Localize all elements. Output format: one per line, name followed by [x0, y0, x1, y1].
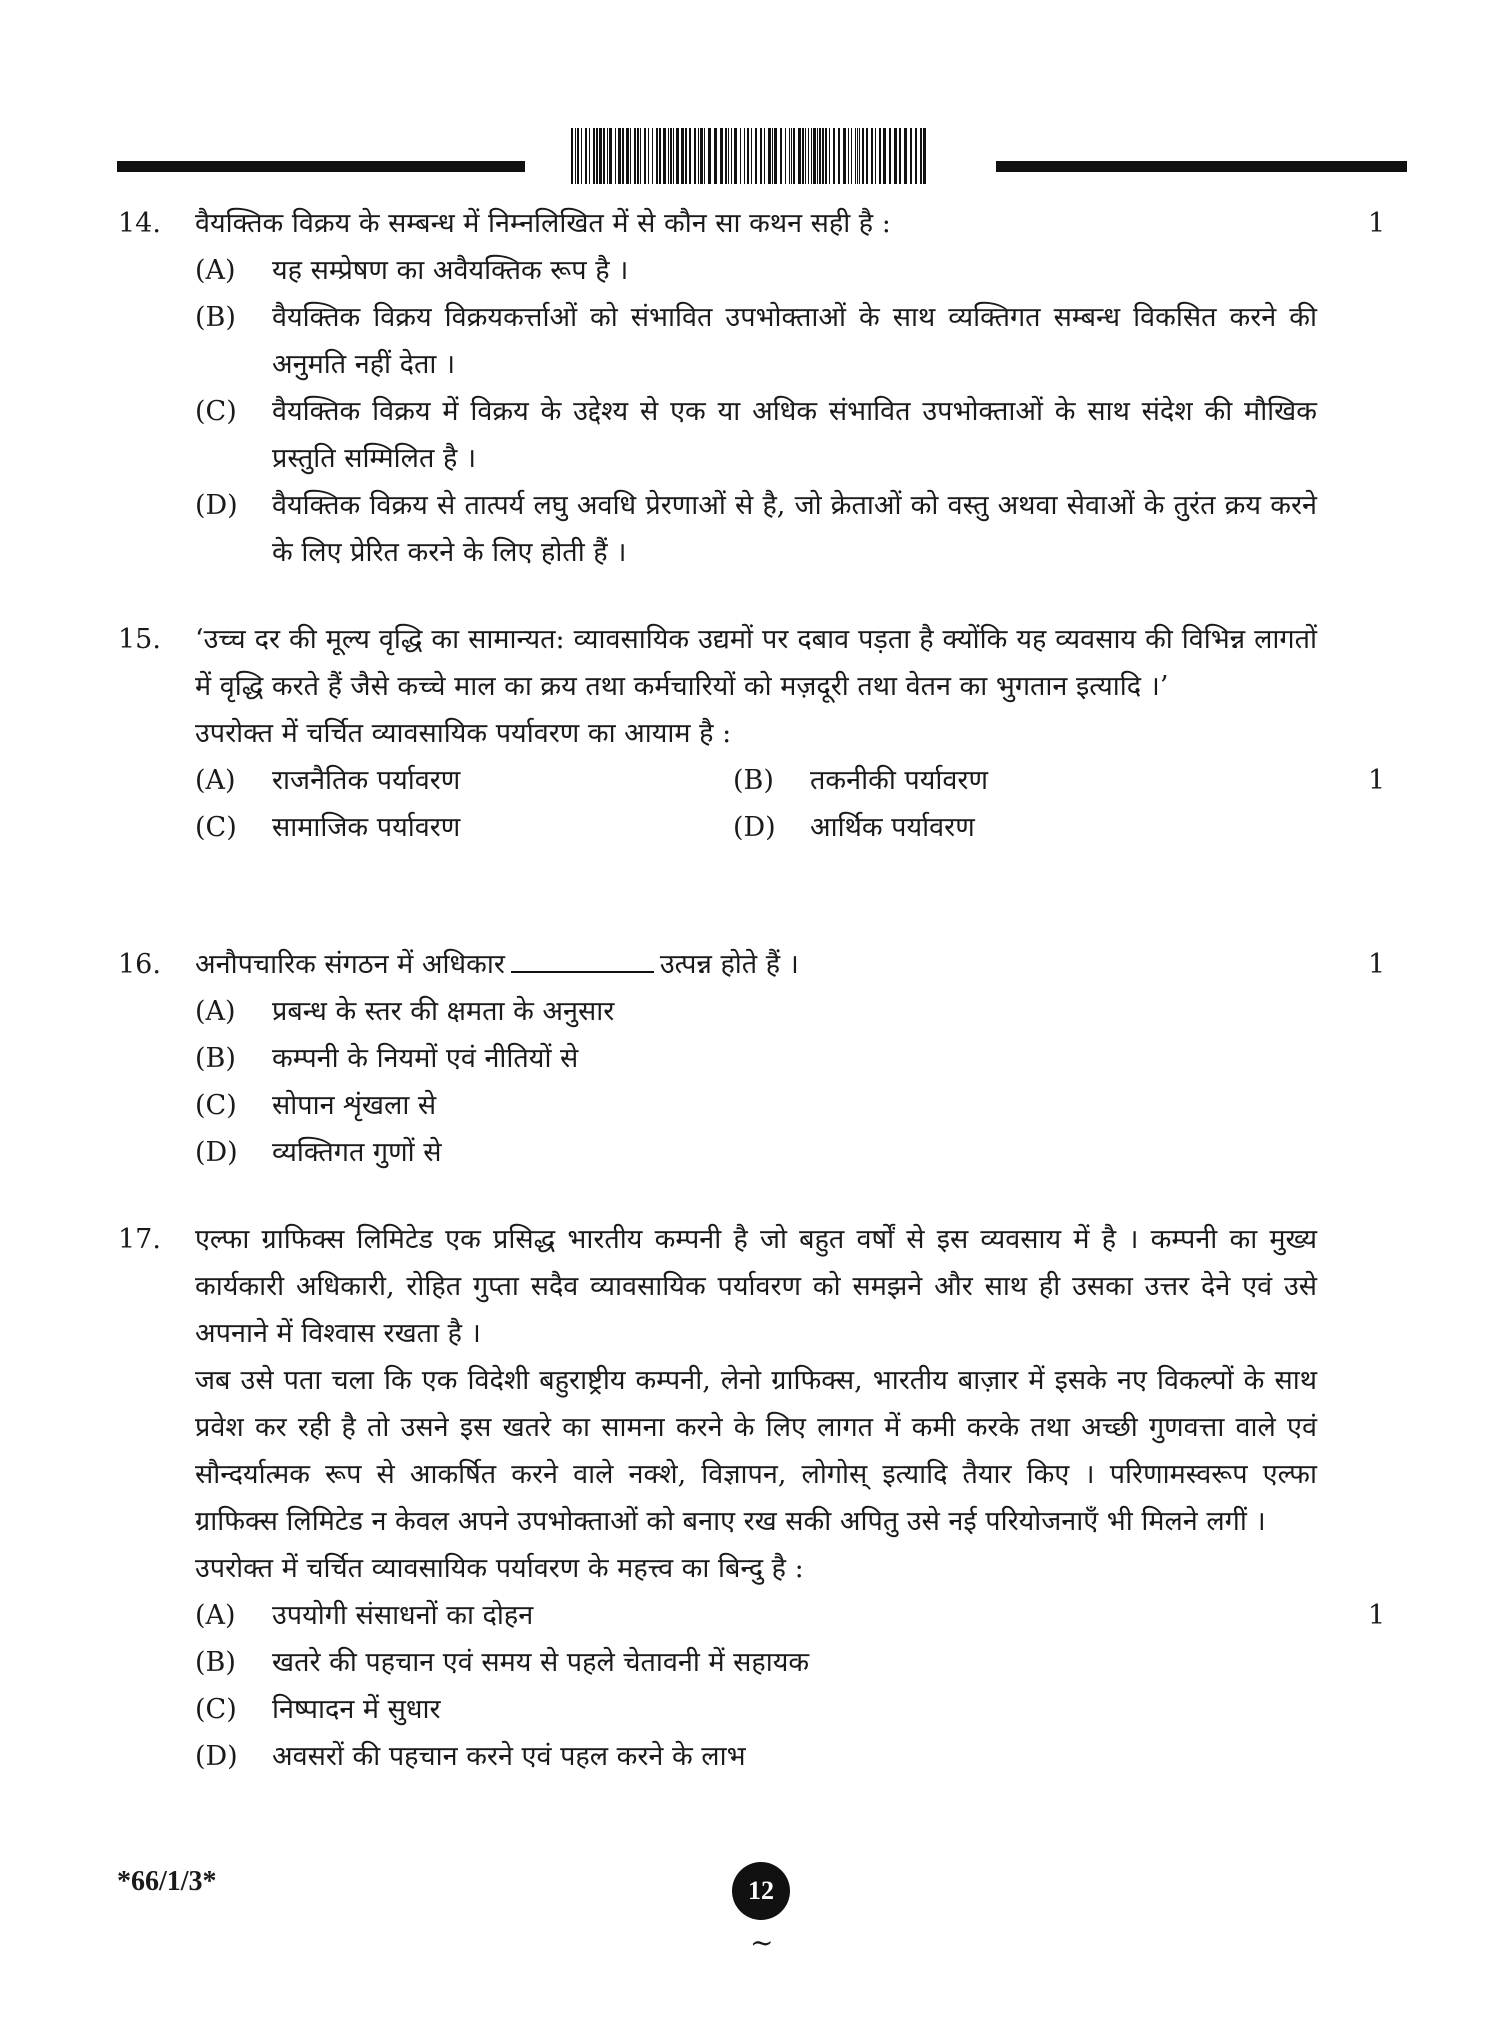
barcode-bar: [817, 128, 818, 184]
barcode-bar: [843, 128, 846, 184]
option-label: (A): [195, 255, 236, 286]
barcode-bar: [659, 128, 661, 184]
option-text: आर्थिक पर्यावरण: [810, 812, 975, 843]
option-a: [195, 1592, 1317, 1639]
option-label: (D): [195, 1741, 238, 1772]
barcode-bar: [603, 128, 605, 184]
barcode-bar: [728, 128, 729, 184]
barcode-bar: [740, 128, 741, 184]
barcode-bar: [593, 128, 595, 184]
option-text: सोपान शृंखला से: [272, 1090, 437, 1121]
barcode-bar: [833, 128, 835, 184]
barcode-bar: [780, 128, 782, 184]
barcode-bar: [894, 128, 897, 184]
question-stem: उपरोक्त में चर्चित व्यावसायिक पर्यावरण का आयाम है :: [195, 718, 732, 749]
barcode-bar: [630, 128, 631, 184]
barcode-bar: [871, 128, 873, 184]
option-b: [195, 294, 1317, 388]
barcode-bar: [708, 128, 711, 184]
question-marks: 1: [1368, 949, 1386, 980]
question-number: 14.: [118, 208, 161, 239]
barcode-bar: [793, 128, 795, 184]
barcode-bar: [734, 128, 737, 184]
barcode-bar: [899, 128, 901, 184]
option-b: [195, 1035, 1317, 1082]
option-label: (A): [195, 765, 236, 796]
barcode-bar: [720, 128, 723, 184]
barcode-bar: [634, 128, 636, 184]
barcode-bar: [747, 128, 749, 184]
option-a: [195, 247, 1317, 294]
option-label: (C): [195, 1694, 237, 1725]
barcode-bar: [673, 128, 674, 184]
footer-tilde: ~: [750, 1926, 774, 1959]
barcode-bar: [670, 128, 672, 184]
header-rule-left: [117, 161, 525, 172]
barcode-bar: [663, 128, 666, 184]
option-text: खतरे की पहचान एवं समय से पहले चेतावनी में सहायक: [272, 1647, 810, 1678]
barcode-bar: [920, 128, 922, 184]
barcode-bar: [819, 128, 821, 184]
question-stem: वैयक्तिक विक्रय के सम्बन्ध में निम्नलिखित में से कौन सा कथन सही है :: [195, 208, 891, 239]
barcode-bar: [581, 128, 582, 184]
option-d: [733, 804, 1271, 851]
option-label: (C): [195, 812, 237, 843]
option-text: वैयक्तिक विक्रय से तात्पर्य लघु अवधि प्रेरणाओं से है, जो क्रेताओं को वस्तु अथवा सेवाओं के तुरंत क्रय करने के लिए प्रेरित करने के लिए होती हैं ।: [272, 490, 1317, 568]
option-a: [195, 988, 1317, 1035]
barcode-bar: [700, 128, 703, 184]
option-text: वैयक्तिक विक्रय में विक्रय के उद्देश्य से एक या अधिक संभावित उपभोक्ताओं के साथ संदेश की मौखिक प्रस्तुति सम्मिलित है ।: [272, 396, 1317, 474]
option-label: (D): [195, 1137, 238, 1168]
barcode-bar: [808, 128, 809, 184]
question-number: 16.: [118, 949, 161, 980]
option-text: तकनीकी पर्यावरण: [810, 765, 988, 796]
barcode-bar: [879, 128, 881, 184]
barcode-bar: [607, 128, 608, 184]
option-label: (B): [195, 1647, 236, 1678]
barcode-bar: [910, 128, 912, 184]
barcode-bar: [725, 128, 727, 184]
stem-text: उत्पन्न होते हैं ।: [659, 949, 799, 980]
barcode-bar: [644, 128, 646, 184]
barcode-bar: [626, 128, 629, 184]
barcode-bar: [640, 128, 641, 184]
option-d: [195, 482, 1317, 576]
barcode-bar: [883, 128, 886, 184]
barcode-bar: [615, 128, 616, 184]
barcode-bar: [714, 128, 717, 184]
barcode-bar: [923, 128, 926, 184]
question-marks: 1: [1368, 1600, 1386, 1631]
barcode-bar: [744, 128, 745, 184]
barcode-bar: [689, 128, 691, 184]
barcode-bar: [785, 128, 786, 184]
barcode-bar: [848, 128, 849, 184]
barcode-bar: [798, 128, 801, 184]
option-text: वैयक्तिक विक्रय विक्रयकर्त्ताओं को संभावित उपभोक्ताओं के साथ व्यक्तिगत सम्बन्ध विकसित करने की अनुमति नहीं देता ।: [272, 302, 1317, 380]
barcode-bar: [637, 128, 639, 184]
barcode-bar: [802, 128, 804, 184]
barcode-bar: [805, 128, 806, 184]
question-number: 17.: [118, 1224, 161, 1255]
barcode-bar: [622, 128, 624, 184]
stem-text: अनौपचारिक संगठन में अधिकार: [195, 949, 505, 980]
barcode: [571, 128, 931, 184]
barcode-bar: [575, 128, 576, 184]
fill-in-blank: [511, 941, 654, 973]
question-number: 15.: [118, 624, 161, 655]
option-text: उपयोगी संसाधनों का दोहन: [272, 1600, 534, 1631]
barcode-bar: [618, 128, 621, 184]
barcode-bar: [772, 128, 773, 184]
barcode-bar: [648, 128, 649, 184]
barcode-bar: [609, 128, 612, 184]
option-label: (D): [733, 812, 776, 843]
barcode-bar: [851, 128, 852, 184]
barcode-bar: [875, 128, 876, 184]
option-b: [195, 1639, 1317, 1686]
option-label: (C): [195, 1090, 237, 1121]
barcode-bar: [681, 128, 684, 184]
barcode-bar: [904, 128, 907, 184]
option-text: यह सम्प्रेषण का अवैयक्तिक रूप है ।: [272, 255, 629, 286]
paper-code: *66/1/3*: [117, 1866, 217, 1897]
barcode-bar: [862, 128, 864, 184]
barcode-bar: [704, 128, 705, 184]
option-c: [195, 388, 1317, 482]
option-b: [733, 757, 1271, 804]
option-text: सामाजिक पर्यावरण: [272, 812, 461, 843]
option-d: [195, 1129, 1317, 1176]
barcode-bar: [571, 128, 573, 184]
question-passage: ‘उच्च दर की मूल्य वृद्धि का सामान्यत: व्यावसायिक उद्यमों पर दबाव पड़ता है क्योंकि यह व्यवसाय की विभिन्न लागतों में वृद्धि करते हैं जैसे कच्चे माल का क्रय तथा कर्मचारियों को मज़दूरी तथा वेतन का भुगतान इत्यादि ।’: [195, 624, 1317, 702]
option-label: (B): [733, 765, 774, 796]
barcode-bar: [829, 128, 830, 184]
barcode-bar: [668, 128, 669, 184]
option-c: [195, 1686, 1317, 1733]
barcode-bar: [589, 128, 590, 184]
option-label: (A): [195, 1600, 236, 1631]
barcode-bar: [599, 128, 602, 184]
option-d: [195, 1733, 1317, 1780]
option-text: व्यक्तिगत गुणों से: [272, 1137, 442, 1168]
header-rule-right: [996, 161, 1407, 172]
barcode-bar: [768, 128, 771, 184]
barcode-bar: [866, 128, 868, 184]
option-label: (C): [195, 396, 237, 427]
barcode-bar: [825, 128, 827, 184]
option-label: (B): [195, 1043, 236, 1074]
option-text: अवसरों की पहचान करने एवं पहल करने के लाभ: [272, 1741, 746, 1772]
barcode-bar: [731, 128, 732, 184]
barcode-bar: [760, 128, 762, 184]
option-text: राजनैतिक पर्यावरण: [272, 765, 461, 796]
barcode-bar: [585, 128, 587, 184]
question-stem: उपरोक्त में चर्चित व्यावसायिक पर्यावरण के महत्त्व का बिन्दु है :: [195, 1553, 804, 1584]
page-number-badge: 12: [732, 1862, 790, 1920]
barcode-bar: [698, 128, 699, 184]
barcode-bar: [685, 128, 687, 184]
option-c: [195, 1082, 1317, 1129]
barcode-bar: [751, 128, 752, 184]
barcode-bar: [889, 128, 891, 184]
barcode-bar: [915, 128, 917, 184]
barcode-bar: [694, 128, 696, 184]
barcode-bar: [791, 128, 792, 184]
option-c: [195, 804, 733, 851]
barcode-bar: [811, 128, 812, 184]
option-a: [195, 757, 733, 804]
question-marks: 1: [1368, 765, 1386, 796]
question-stem: [195, 941, 1317, 988]
barcode-bar: [822, 128, 824, 184]
question-passage: जब उसे पता चला कि एक विदेशी बहुराष्ट्रीय कम्पनी, लेनो ग्राफिक्स, भारतीय बाज़ार में इसके नए विकल्पों के साथ प्रवेश कर रही है तो उसने इस खतरे का सामना करने के लिए लागत में कमी करके तथा अच्छी गुणवत्ता वाले एवं सौन्दर्यात्मक रूप से आकर्षित करने वाले नक्शे, विज्ञापन, लोगोस् इत्यादि तैयार किए । परिणामस्वरूप एल्फा ग्राफिक्स लिमिटेड न केवल अपने उपभोक्ताओं को बनाए रख सकी अपितु उसे नई परियोजनाएँ भी मिलने लगीं ।: [195, 1365, 1317, 1537]
barcode-bar: [656, 128, 658, 184]
barcode-bar: [577, 128, 579, 184]
barcode-bar: [774, 128, 777, 184]
barcode-bar: [764, 128, 765, 184]
barcode-bar: [855, 128, 856, 184]
barcode-bar: [859, 128, 860, 184]
option-label: (A): [195, 996, 236, 1027]
barcode-bar: [596, 128, 598, 184]
barcode-bar: [838, 128, 840, 184]
barcode-bar: [789, 128, 790, 184]
option-text: निष्पादन में सुधार: [272, 1694, 441, 1725]
question-marks: 1: [1368, 208, 1386, 239]
barcode-bar: [676, 128, 679, 184]
option-text: प्रबन्ध के स्तर की क्षमता के अनुसार: [272, 996, 615, 1027]
barcode-bar: [652, 128, 653, 184]
question-passage: एल्फा ग्राफिक्स लिमिटेड एक प्रसिद्ध भारतीय कम्पनी है जो बहुत वर्षों से इस व्यवसाय में है । कम्पनी का मुख्य कार्यकारी अधिकारी, रोहित गुप्ता सदैव व्यावसायिक पर्यावरण को समझने और साथ ही उसका उत्तर देने एवं उसे अपनाने में विश्वास रखता है ।: [195, 1224, 1317, 1349]
barcode-bar: [813, 128, 816, 184]
barcode-bar: [857, 128, 858, 184]
option-label: (B): [195, 302, 236, 333]
barcode-bar: [755, 128, 757, 184]
option-text: कम्पनी के नियमों एवं नीतियों से: [272, 1043, 579, 1074]
option-label: (D): [195, 490, 238, 521]
